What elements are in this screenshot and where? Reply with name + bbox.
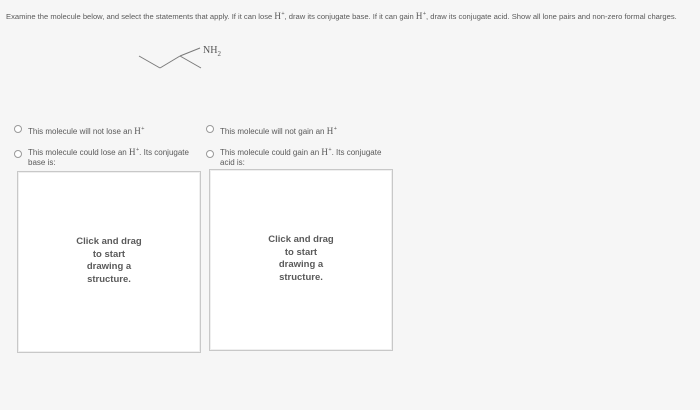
plus-charge: + bbox=[333, 126, 337, 132]
option-text-after: . Its conjugate base is: bbox=[28, 148, 189, 167]
placeholder-line: Click and drag bbox=[268, 234, 334, 245]
skeletal-bonds bbox=[139, 48, 201, 68]
amine-group-text: NH bbox=[203, 45, 218, 56]
conjugate-base-drawing-canvas[interactable] bbox=[17, 171, 201, 353]
plus-charge: + bbox=[281, 11, 285, 17]
instructions-part1: Examine the molecule below, and select the statements that apply. If it can lose bbox=[6, 12, 275, 21]
drawing-placeholder bbox=[18, 236, 200, 286]
bond-line bbox=[139, 56, 160, 68]
hydrogen-symbol: H bbox=[415, 11, 423, 21]
option-will-not-gain-h[interactable] bbox=[206, 124, 396, 137]
placeholder-line: drawing a bbox=[278, 259, 324, 270]
molecule-structure bbox=[136, 40, 246, 84]
option-text: This molecule will not gain an bbox=[220, 127, 327, 136]
instructions-part3: , draw its conjugate acid. Show all lone pairs and non-zero formal charges. bbox=[426, 12, 677, 21]
placeholder-line: to start bbox=[284, 246, 318, 258]
conjugate-acid-drawing-canvas[interactable] bbox=[209, 169, 393, 351]
drawing-placeholder bbox=[210, 234, 392, 284]
option-could-gain-h[interactable] bbox=[206, 145, 396, 168]
hydrogen-symbol: H bbox=[274, 11, 281, 21]
hydrogen-symbol: H bbox=[128, 147, 136, 157]
hydrogen-symbol: H bbox=[326, 126, 334, 136]
option-text-after: . Its conjugate acid is: bbox=[220, 148, 382, 167]
placeholder-line: structure. bbox=[279, 271, 323, 283]
instructions-part2: , draw its conjugate base. If it can gain bbox=[284, 12, 416, 21]
option-text: This molecule could gain an bbox=[220, 148, 322, 157]
hydrogen-symbol: H bbox=[321, 147, 328, 157]
amine-group-subscript: 2 bbox=[217, 50, 221, 58]
bond-line bbox=[180, 56, 201, 68]
plus-charge: + bbox=[328, 147, 332, 153]
instructions-text bbox=[6, 9, 696, 23]
option-text: This molecule will not lose an bbox=[28, 127, 135, 136]
plus-charge: + bbox=[135, 147, 140, 153]
plus-charge: + bbox=[141, 126, 145, 132]
option-could-lose-h[interactable] bbox=[14, 145, 204, 168]
plus-charge: + bbox=[422, 11, 427, 17]
conjugate-acid-column bbox=[206, 124, 396, 168]
conjugate-base-column bbox=[14, 124, 204, 168]
placeholder-line: structure. bbox=[87, 273, 131, 285]
radio-button[interactable] bbox=[206, 150, 214, 158]
radio-button[interactable] bbox=[14, 125, 22, 133]
placeholder-line: drawing a bbox=[86, 261, 132, 272]
bond-line bbox=[160, 56, 180, 68]
option-will-not-lose-h[interactable] bbox=[14, 124, 204, 137]
placeholder-line: to start bbox=[92, 248, 126, 260]
placeholder-line: Click and drag bbox=[76, 236, 142, 247]
hydrogen-symbol: H bbox=[134, 126, 141, 136]
radio-button[interactable] bbox=[14, 150, 22, 158]
radio-button[interactable] bbox=[206, 125, 214, 133]
bond-line bbox=[180, 48, 200, 56]
amine-group-label bbox=[203, 45, 221, 58]
option-text: This molecule could lose an bbox=[28, 148, 129, 157]
